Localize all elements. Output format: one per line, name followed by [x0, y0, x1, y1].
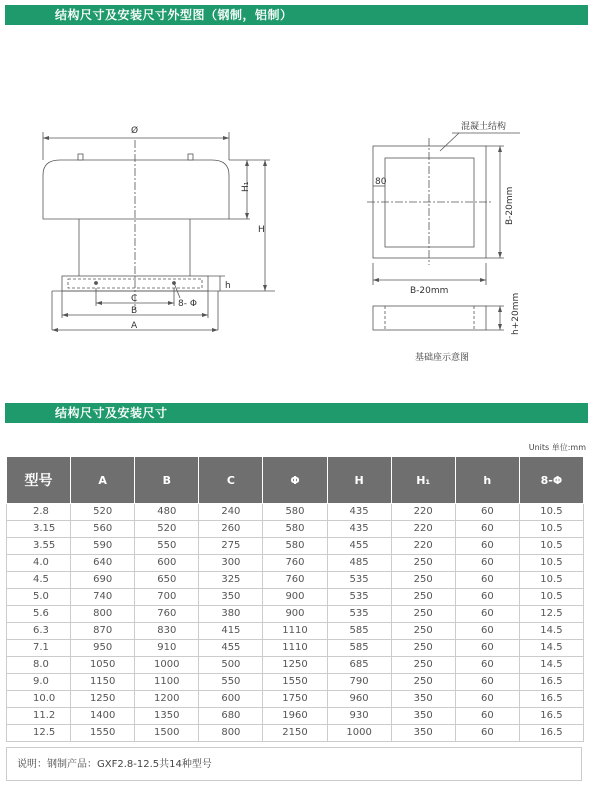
- table-cell: 60: [455, 691, 519, 708]
- table-cell: 7.1: [7, 640, 71, 657]
- table-cell: 60: [455, 572, 519, 589]
- table-cell: 350: [391, 691, 455, 708]
- table-cell: 760: [263, 572, 327, 589]
- table-cell: 16.5: [519, 691, 583, 708]
- hood-knob-right: [188, 154, 193, 160]
- table-cell: 800: [199, 725, 263, 742]
- table-row: [7, 725, 584, 742]
- section-title-outline: 结构尺寸及安装尺寸外型图（钢制，铝制）: [55, 8, 293, 22]
- table-cell: 960: [327, 691, 391, 708]
- table-cell: 900: [263, 589, 327, 606]
- table-cell: 325: [199, 572, 263, 589]
- table-cell: 275: [199, 538, 263, 555]
- label-h20: h+20mm: [511, 292, 521, 335]
- label-A: A: [131, 321, 138, 331]
- table-cell: 535: [327, 572, 391, 589]
- table-row: [7, 521, 584, 538]
- table-row: [7, 640, 584, 657]
- table-cell: 60: [455, 589, 519, 606]
- table-cell: 60: [455, 606, 519, 623]
- table-cell: 1110: [263, 640, 327, 657]
- label-B20-horizontal: B-20mm: [410, 286, 449, 296]
- note-text: 说明：钢制产品：GXF2.8-12.5共14种型号: [6, 747, 582, 781]
- table-cell: 650: [135, 572, 199, 589]
- table-cell: 1000: [327, 725, 391, 742]
- table-cell: 250: [391, 589, 455, 606]
- table-cell: 250: [391, 640, 455, 657]
- table-cell: 6.3: [7, 623, 71, 640]
- table-cell: 830: [135, 623, 199, 640]
- table-cell: 685: [327, 657, 391, 674]
- header-phi: Φ: [263, 457, 327, 504]
- table-cell: 435: [327, 504, 391, 521]
- table-cell: 1550: [71, 725, 135, 742]
- header-A: A: [71, 457, 135, 504]
- table-cell: 10.5: [519, 521, 583, 538]
- table-cell: 910: [135, 640, 199, 657]
- table-cell: 700: [135, 589, 199, 606]
- table-cell: 12.5: [519, 606, 583, 623]
- table-cell: 14.5: [519, 623, 583, 640]
- table-cell: 900: [263, 606, 327, 623]
- table-cell: 2.8: [7, 504, 71, 521]
- section-header-dimensions: [5, 403, 588, 423]
- table-cell: 60: [455, 657, 519, 674]
- table-cell: 350: [391, 708, 455, 725]
- label-80: 80: [375, 177, 387, 187]
- table-cell: 60: [455, 555, 519, 572]
- label-H1: H₁: [241, 181, 251, 192]
- table-cell: 1960: [263, 708, 327, 725]
- table-cell: 60: [455, 674, 519, 691]
- table-cell: 550: [199, 674, 263, 691]
- label-8phi: 8- Φ: [178, 299, 197, 309]
- table-cell: 600: [199, 691, 263, 708]
- table-cell: 415: [199, 623, 263, 640]
- table-cell: 1150: [71, 674, 135, 691]
- table-cell: 3.55: [7, 538, 71, 555]
- table-cell: 585: [327, 640, 391, 657]
- table-cell: 1750: [263, 691, 327, 708]
- table-cell: 740: [71, 589, 135, 606]
- table-cell: 250: [391, 657, 455, 674]
- table-cell: 5.0: [7, 589, 71, 606]
- table-row: [7, 504, 584, 521]
- table-cell: 220: [391, 538, 455, 555]
- label-concrete: 混凝土结构: [461, 122, 507, 132]
- table-cell: 520: [135, 521, 199, 538]
- header-C: C: [199, 457, 263, 504]
- table-cell: 1050: [71, 657, 135, 674]
- table-cell: 480: [135, 504, 199, 521]
- table-cell: 500: [199, 657, 263, 674]
- table-cell: 3.15: [7, 521, 71, 538]
- table-cell: 260: [199, 521, 263, 538]
- table-row: [7, 606, 584, 623]
- table-cell: 9.0: [7, 674, 71, 691]
- header-model: 型号: [7, 457, 71, 504]
- table-cell: 485: [327, 555, 391, 572]
- table-cell: 60: [455, 640, 519, 657]
- table-cell: 4.5: [7, 572, 71, 589]
- table-row: [7, 691, 584, 708]
- table-cell: 10.5: [519, 504, 583, 521]
- label-H: H: [258, 225, 265, 235]
- header-H1: H₁: [391, 457, 455, 504]
- table-cell: 1110: [263, 623, 327, 640]
- table-cell: 10.5: [519, 555, 583, 572]
- table-cell: 790: [327, 674, 391, 691]
- table-cell: 240: [199, 504, 263, 521]
- table-cell: 10.5: [519, 538, 583, 555]
- table-cell: 250: [391, 606, 455, 623]
- table-cell: 800: [71, 606, 135, 623]
- label-phi: Ø: [131, 126, 139, 136]
- table-cell: 250: [391, 572, 455, 589]
- table-cell: 350: [391, 725, 455, 742]
- table-cell: 60: [455, 538, 519, 555]
- table-cell: 535: [327, 589, 391, 606]
- table-cell: 690: [71, 572, 135, 589]
- table-row: [7, 538, 584, 555]
- table-cell: 560: [71, 521, 135, 538]
- label-B: B: [131, 306, 138, 316]
- table-cell: 60: [455, 504, 519, 521]
- table-cell: 1500: [135, 725, 199, 742]
- table-cell: 60: [455, 521, 519, 538]
- table-row: [7, 589, 584, 606]
- table-cell: 640: [71, 555, 135, 572]
- table-cell: 14.5: [519, 640, 583, 657]
- table-cell: 760: [135, 606, 199, 623]
- fan-hood: [43, 160, 229, 219]
- table-cell: 535: [327, 606, 391, 623]
- table-cell: 11.2: [7, 708, 71, 725]
- table-cell: 580: [263, 521, 327, 538]
- table-cell: 250: [391, 674, 455, 691]
- label-C: C: [131, 294, 138, 304]
- table-cell: 1350: [135, 708, 199, 725]
- table-cell: 60: [455, 708, 519, 725]
- table-row: [7, 657, 584, 674]
- header-h: h: [455, 457, 519, 504]
- units-label: Units 单位:mm: [528, 443, 586, 452]
- table-cell: 950: [71, 640, 135, 657]
- table-row: [7, 572, 584, 589]
- table-cell: 590: [71, 538, 135, 555]
- table-cell: 680: [199, 708, 263, 725]
- label-h: h: [225, 281, 231, 291]
- table-row: [7, 674, 584, 691]
- table-cell: 10.5: [519, 572, 583, 589]
- table-cell: 455: [327, 538, 391, 555]
- table-cell: 1200: [135, 691, 199, 708]
- foundation-caption: 基础座示意图: [415, 353, 470, 363]
- table-cell: 300: [199, 555, 263, 572]
- table-cell: 580: [263, 538, 327, 555]
- table-cell: 60: [455, 623, 519, 640]
- table-cell: 10.0: [7, 691, 71, 708]
- table-cell: 455: [199, 640, 263, 657]
- table-cell: 350: [199, 589, 263, 606]
- table-cell: 250: [391, 555, 455, 572]
- table-cell: 60: [455, 725, 519, 742]
- table-header-row: [7, 457, 584, 504]
- table-cell: 1100: [135, 674, 199, 691]
- table-cell: 4.0: [7, 555, 71, 572]
- table-cell: 10.5: [519, 589, 583, 606]
- table-cell: 520: [71, 504, 135, 521]
- table-row: [7, 708, 584, 725]
- header-8phi: 8-Φ: [519, 457, 583, 504]
- table-cell: 8.0: [7, 657, 71, 674]
- table-cell: 1000: [135, 657, 199, 674]
- table-cell: 870: [71, 623, 135, 640]
- table-cell: 760: [263, 555, 327, 572]
- table-cell: 1550: [263, 674, 327, 691]
- label-B20-vertical: B-20mm: [505, 186, 515, 225]
- table-cell: 14.5: [519, 657, 583, 674]
- table-cell: 600: [135, 555, 199, 572]
- table-cell: 550: [135, 538, 199, 555]
- foundation-elevation: [373, 306, 486, 330]
- section-title-dimensions: 结构尺寸及安装尺寸: [55, 406, 168, 420]
- table-cell: 580: [263, 504, 327, 521]
- table-cell: 585: [327, 623, 391, 640]
- table-cell: 380: [199, 606, 263, 623]
- table-cell: 2150: [263, 725, 327, 742]
- table-cell: 1400: [71, 708, 135, 725]
- header-H: H: [327, 457, 391, 504]
- table-cell: 16.5: [519, 725, 583, 742]
- table-cell: 5.6: [7, 606, 71, 623]
- header-B: B: [135, 457, 199, 504]
- table-cell: 220: [391, 504, 455, 521]
- table-row: [7, 555, 584, 572]
- table-cell: 930: [327, 708, 391, 725]
- table-cell: 1250: [263, 657, 327, 674]
- table-cell: 435: [327, 521, 391, 538]
- table-cell: 1250: [71, 691, 135, 708]
- table-cell: 16.5: [519, 708, 583, 725]
- table-cell: 250: [391, 623, 455, 640]
- table-cell: 12.5: [7, 725, 71, 742]
- table-row: [7, 623, 584, 640]
- table-cell: 220: [391, 521, 455, 538]
- dimension-table: [6, 456, 584, 742]
- table-cell: 16.5: [519, 674, 583, 691]
- hood-knob-left: [78, 154, 83, 160]
